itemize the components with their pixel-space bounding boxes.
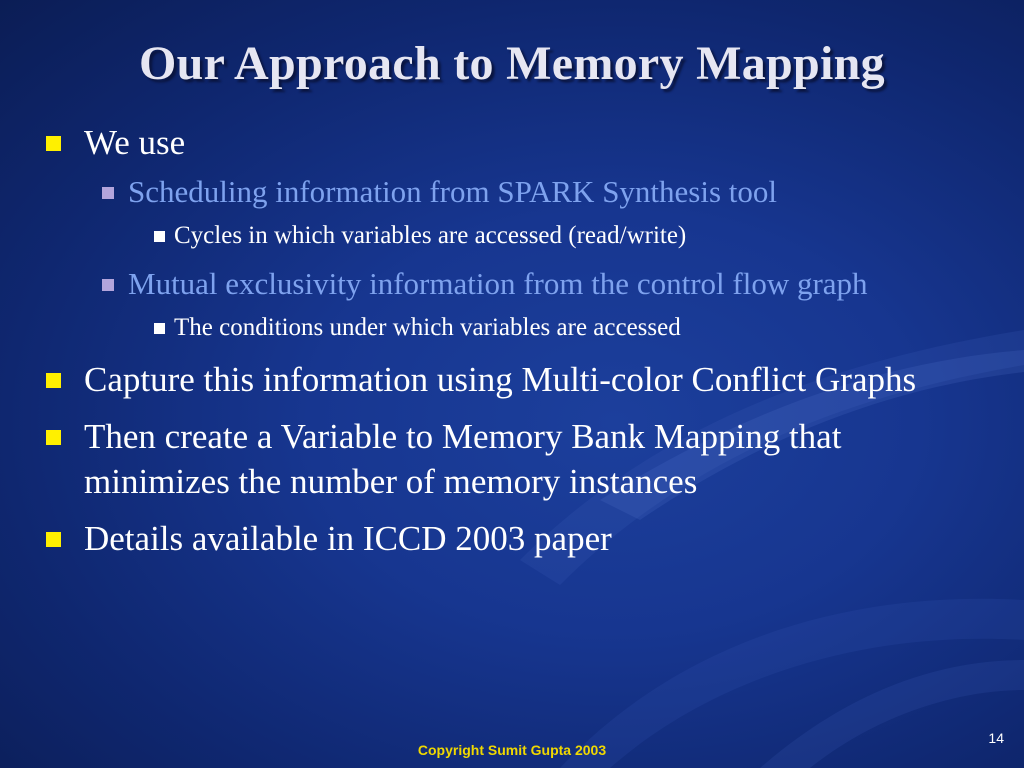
bullet-text: The conditions under which variables are accessed [174,314,681,341]
square-bullet-icon [102,279,114,291]
bullet-text: Mutual exclusivity information from the control flow graph [128,266,868,301]
slide-title: Our Approach to Memory Mapping [139,37,885,90]
footer-copyright: Copyright Sumit Gupta 2003 [417,742,607,758]
page-number: 14 [988,730,1004,746]
square-bullet-icon [46,430,61,445]
bullet-text: Cycles in which variables are accessed (read/write) [174,222,687,249]
bullet-mutual-exclusivity [86,263,976,305]
bullet-text: Then create a Variable to Memory Bank Mapping that minimizes the number of memory instances [84,417,842,501]
bullet-list [46,120,976,561]
square-bullet-icon [46,136,61,151]
square-bullet-icon [154,323,165,334]
bullet-text: Scheduling information from SPARK Synthesis tool [128,174,778,209]
square-bullet-icon [154,231,165,242]
bullet-cycles [144,219,976,253]
square-bullet-icon [46,532,61,547]
bullet-then-create [46,414,976,504]
bullet-conditions [144,311,976,345]
bullet-we-use [46,120,976,165]
square-bullet-icon [46,373,61,388]
bullet-text: We use [84,123,186,162]
bullet-capture [46,357,976,402]
bullet-scheduling [86,171,976,213]
bullet-text: Capture this information using Multi-color Conflict Graphs [84,360,917,399]
bullet-details [46,516,976,561]
bullet-text: Details available in ICCD 2003 paper [84,519,612,558]
square-bullet-icon [102,187,114,199]
